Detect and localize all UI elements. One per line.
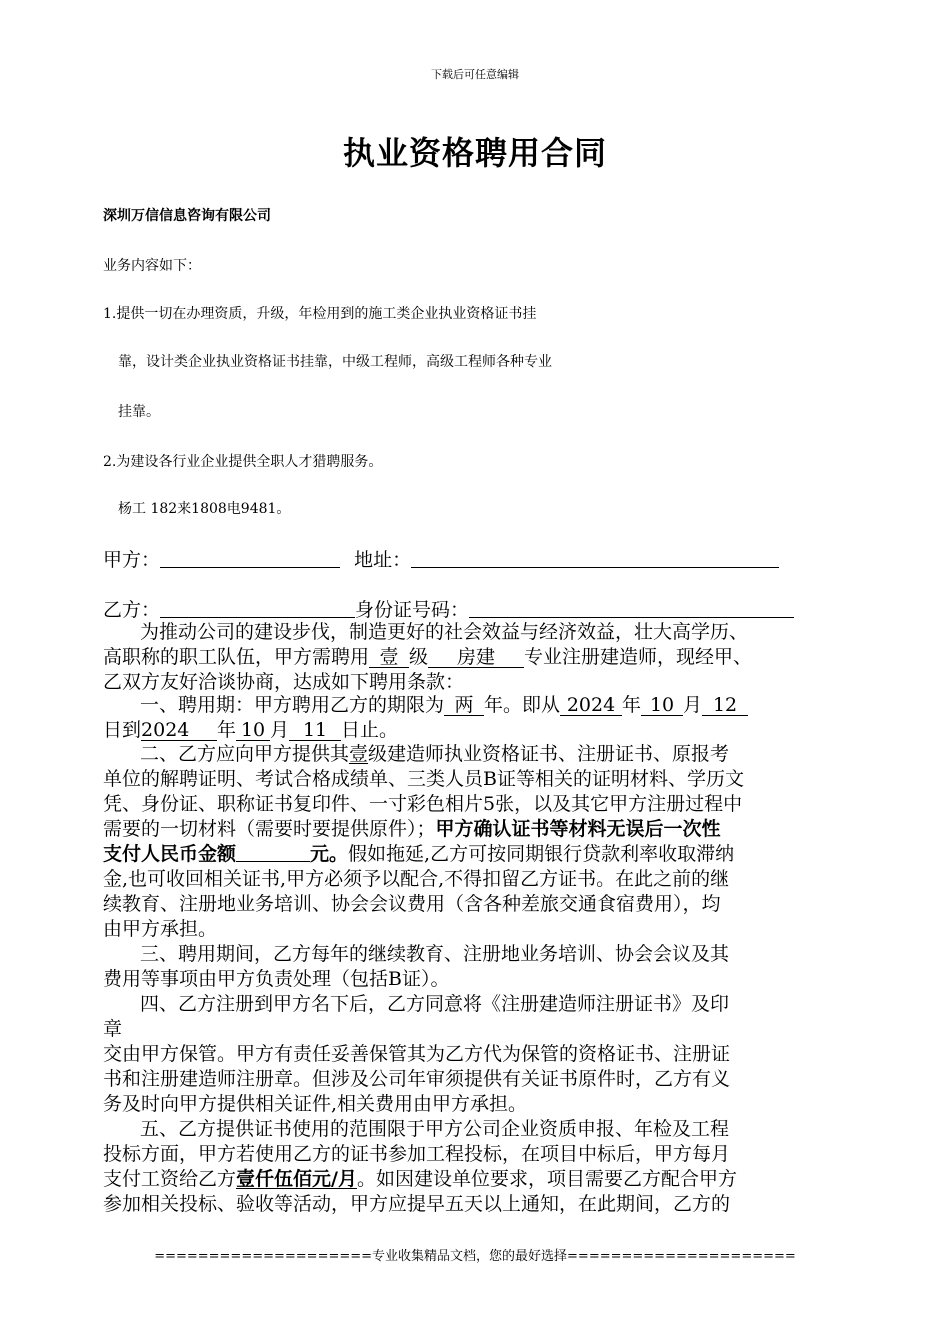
hire-level: 壹 [369,647,409,668]
business-item-2: 2.为建设各行业企业提供全职人才猎聘服务。 [103,454,383,470]
clause-2-line-5: 支付人民币金额 元。假如拖延,乙方可按同期银行贷款利率收取滞纳 [103,843,735,865]
id-number-field[interactable] [469,597,794,618]
business-item-1-line-2: 靠，设计类企业执业资格证书挂靠，中级工程师，高级工程师各种专业 [118,354,552,370]
company-name: 深圳万信信息咨询有限公司 [103,208,271,224]
clause-5-line-3: 支付工资给乙方壹仟伍佰元/月。如因建设单位要求，项目需要乙方配合甲方 [103,1168,737,1190]
clause-4-line-2: 章 [103,1018,123,1040]
clause-4-line-3: 交由甲方保管。甲方有责任妥善保管其为乙方代为保管的资格证书、注册证 [103,1043,731,1065]
party-a-field[interactable] [160,547,340,568]
clause-2-line-4: 需要的一切材料（需要时要提供原件）；甲方确认证书等材料无误后一次性 [103,818,721,840]
clause-3-line-2: 费用等事项由甲方负责处理（包括B证）。 [103,968,450,990]
business-item-1-line-3: 挂靠。 [118,404,160,420]
clause-4-line-5: 务及时向甲方提供相关证件,相关费用由甲方承担。 [103,1093,528,1115]
address-label: 地址： [354,549,412,571]
clause-2-line-3: 凭、身份证、职称证书复印件、一寸彩色相片5张，以及其它甲方注册过程中 [103,793,743,815]
party-a-row [103,545,779,572]
contact-line: 杨工 182来1808电9481。 [118,501,291,517]
business-lead: 业务内容如下： [103,258,201,274]
clause-5-line-2: 投标方面，甲方若使用乙方的证书参加工程投标，在项目中标后，甲方每月 [103,1143,731,1165]
end-day: 11 [289,720,341,741]
cert-level: 壹 [349,743,369,765]
monthly-salary: 壹仟伍佰元/月 [236,1168,357,1190]
clause-1-line-1: 一、聘用期：甲方聘用乙方的期限为 两 年。即从 2024 年 10 月 12 [140,693,748,717]
id-number-label: 身份证号码： [355,599,470,621]
start-month: 10 [641,695,683,716]
payment-amount-field[interactable] [236,843,310,862]
preamble-line-3: 乙双方友好洽谈协商，达成如下聘用条款： [103,671,465,693]
clause-3-line-1: 三、聘用期间，乙方每年的继续教育、注册地业务培训、协会会议及其 [140,943,730,965]
start-year: 2024 [560,695,622,716]
clause-2-line-7: 续教育、注册地业务培训、协会会议费用（含各种差旅交通食宿费用），均 [103,893,721,915]
end-year: 2024 [141,720,217,741]
clause-5-line-1: 五、乙方提供证书使用的范围限于甲方公司企业资质申报、年检及工程 [140,1118,730,1140]
party-b-field[interactable] [160,597,355,618]
party-a-label: 甲方： [103,549,161,571]
hire-major: 房建 [428,647,524,668]
end-month: 10 [236,720,270,741]
clause-1-line-2: 日到2024 年 10 月 11 日止。 [103,719,399,741]
document-title: 执业资格聘用合同 [342,134,607,172]
business-item-1-line-1: 1.提供一切在办理资质，升级，年检用到的施工类企业执业资格证书挂 [103,306,537,322]
preamble-line-1: 为推动公司的建设步伐，制造更好的社会效益与经济效益，壮大高学历、 [140,621,749,643]
address-field[interactable] [411,547,779,568]
clause-4-line-4: 书和注册建造师注册章。但涉及公司年审须提供有关证书原件时，乙方有义 [103,1068,731,1090]
term-years: 两 [444,695,484,716]
start-day: 12 [702,695,748,716]
clause-2-line-1: 二、乙方应向甲方提供其壹级建造师执业资格证书、注册证书、原报考 [140,743,730,765]
clause-2-line-8: 由甲方承担。 [103,918,218,940]
footer-banner: ====================专业收集精品文档，您的最好选择===================== [154,1249,796,1264]
clause-5-line-4: 参加相关投标、验收等活动，甲方应提早五天以上通知，在此期间，乙方的 [103,1193,731,1215]
clause-2-line-6: 金,也可收回相关证书,甲方必须予以配合,不得扣留乙方证书。在此之前的继 [103,868,730,890]
header-note: 下载后可任意编辑 [431,68,519,81]
clause-2-line-2: 单位的解聘证明、考试合格成绩单、三类人员B证等相关的证明材料、学历文 [103,768,744,790]
clause-4-line-1: 四、乙方注册到甲方名下后，乙方同意将《注册建造师注册证书》及印 [140,993,730,1015]
preamble-line-2: 高职称的职工队伍，甲方需聘用 壹 级 房建 专业注册建造师，现经甲、 [103,646,753,668]
party-b-row [103,595,794,622]
party-b-label: 乙方： [103,599,161,621]
